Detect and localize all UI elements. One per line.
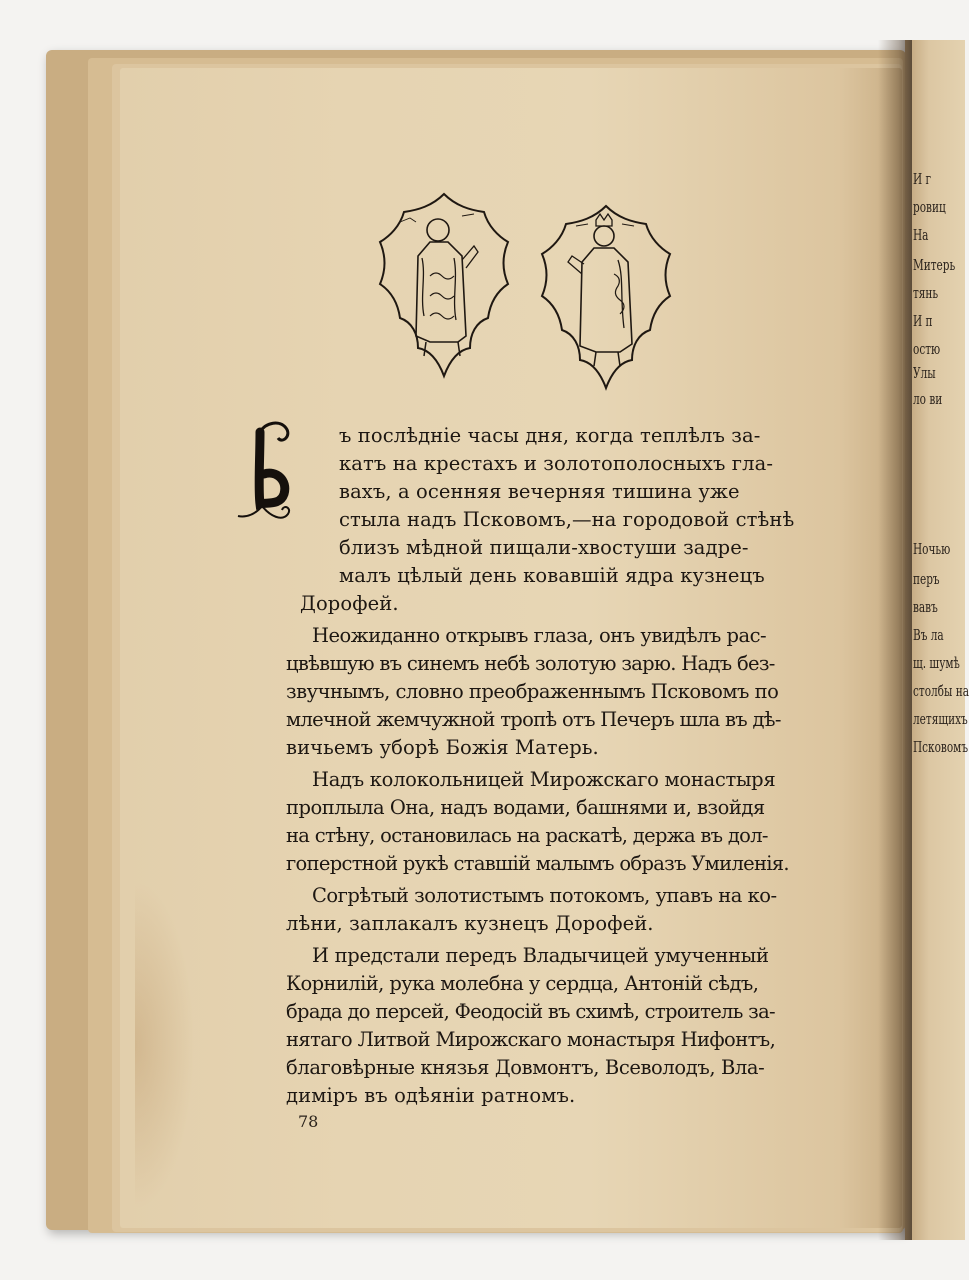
book-page-right [905, 40, 969, 1240]
text-line: близъ мѣдной пищали-хвостуши задре- [339, 536, 749, 559]
text-line: Неожиданно открывъ глаза, онъ увидѣлъ рас- [312, 624, 767, 647]
page-stain [135, 880, 195, 1210]
saint-medallion-icon [374, 186, 514, 382]
text-line: цвѣвшую въ синемъ небѣ золотую зарю. Надъ без- [286, 652, 775, 675]
right-page-line: остю [913, 340, 941, 358]
right-page-line: Улы [913, 364, 936, 382]
right-page-line: Псковомъ [913, 738, 969, 756]
text-line: вичьемъ уборѣ Божія Матерь. [286, 736, 599, 759]
text-line: на стѣну, остановилась на раскатѣ, держа въ дол- [286, 824, 768, 847]
text-line: стыла надъ Псковомъ,—на городовой стѣнѣ [339, 508, 795, 531]
text-line: звучнымъ, словно преображеннымъ Псковомъ по [286, 680, 779, 703]
text-line: Дорофей. [300, 592, 399, 615]
book-gutter [878, 40, 912, 1240]
text-line: диміръ въ одѣяніи ратномъ. [286, 1084, 576, 1107]
right-page-line: ло ви [913, 390, 943, 408]
right-page-line: Въ ла [913, 626, 944, 644]
text-line: Корнилій, рука молебна у сердца, Антоній сѣдъ, [286, 972, 759, 995]
right-page-line: щ. шумѣ [913, 654, 960, 672]
text-line: гоперстной рукѣ ставшій малымъ образъ Умиленія. [286, 852, 789, 875]
text-line: проплыла Она, надъ водами, башнями и, взойдя [286, 796, 765, 819]
text-line: благовѣрные князья Довмонтъ, Всеволодъ, Вла- [286, 1056, 765, 1079]
right-page-line: вавъ [913, 598, 938, 616]
text-line: ъ послѣдніе часы дня, когда теплѣлъ за- [339, 424, 761, 447]
right-page-line: Ночью [913, 540, 951, 558]
right-page-line: перъ [913, 570, 940, 588]
right-page-line: тянь [913, 284, 939, 302]
page-number: 78 [298, 1112, 319, 1131]
saint-medallion-icon [536, 198, 676, 394]
text-line: нятаго Литвой Мирожскаго монастыря Нифонтъ, [286, 1028, 776, 1051]
text-line: брада до персей, Феодосій въ схимѣ, строитель за- [286, 1000, 775, 1023]
right-page-line: И п [913, 312, 933, 330]
right-page-line: ровиц [913, 198, 946, 216]
text-line: катъ на крестахъ и золотополосныхъ гла- [339, 452, 774, 475]
text-line: малъ цѣлый день ковавшій ядра кузнецъ [339, 564, 765, 587]
right-page-line: И г [913, 170, 932, 188]
right-page-line: столбы на [913, 682, 969, 700]
text-line: Надъ колокольницей Мирожскаго монастыря [312, 768, 776, 791]
text-line: вахъ, а осенняя вечерняя тишина уже [339, 480, 740, 503]
right-page-line: Митерь [913, 256, 956, 274]
text-line: лѣни, заплакалъ кузнецъ Дорофей. [286, 912, 654, 935]
text-line: млечной жемчужной тропѣ отъ Печеръ шла въ дѣ- [286, 708, 781, 731]
dropcap-ornament [236, 418, 316, 528]
right-page-line: летящихъ [913, 710, 968, 728]
text-line: И предстали передъ Владычицей умученный [312, 944, 769, 967]
right-page-line: На [913, 226, 929, 244]
text-line: Согрѣтый золотистымъ потокомъ, упавъ на ко- [312, 884, 777, 907]
